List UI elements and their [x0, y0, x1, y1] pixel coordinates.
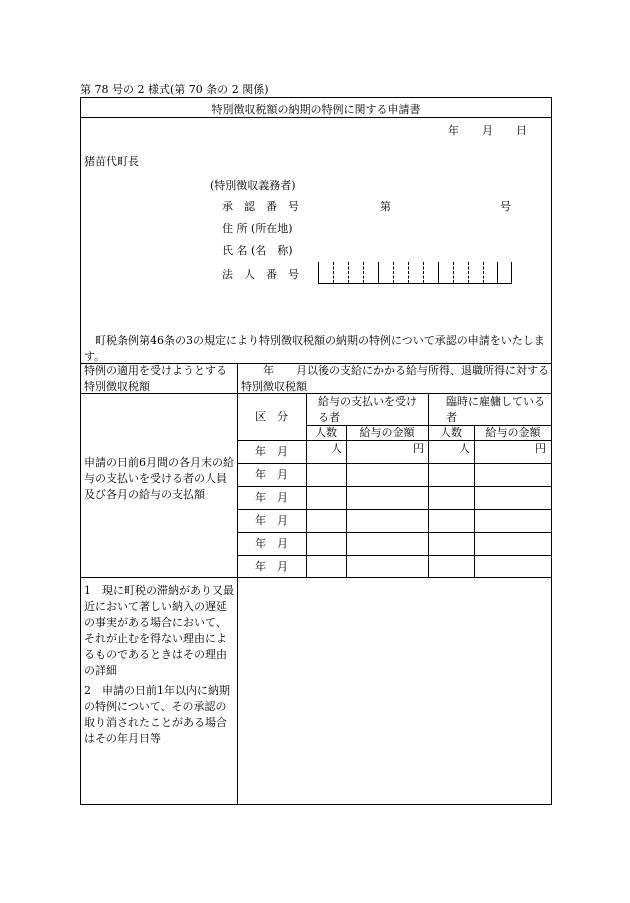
unit-yen-2: 円 [535, 442, 546, 455]
date-month: 月 [482, 124, 493, 137]
approval-go: 号 [500, 200, 511, 213]
col-people-1: 人数 [315, 426, 337, 439]
date-day: 日 [516, 124, 527, 137]
form-title: 特別徴収税額の納期の特例に関する申請書 [211, 103, 421, 116]
col-people-2: 人数 [440, 426, 462, 439]
row2-bottom-line [80, 577, 552, 578]
month-label: 年 月 [255, 445, 288, 458]
kubun-divider [306, 393, 307, 577]
row2-label: 申請の日前6月間の各月末の給与の支払いを受ける者の人員及び各月の給与の支払額 [84, 456, 234, 501]
month-row-line [237, 486, 552, 487]
group1-header: 給与の支払いを受ける者 [318, 395, 417, 424]
applicant-heading: (特別徴収義務者) [210, 179, 296, 192]
kubun-header: 区 分 [255, 410, 288, 423]
form-number: 第 78 号の 2 様式(第 70 条の 2 関係) [80, 83, 269, 96]
addressee: 猪苗代町長 [84, 155, 139, 168]
month-row-line [237, 555, 552, 556]
col-amount-1: 給与の金額 [359, 426, 415, 439]
group-divider [428, 393, 429, 577]
approval-number-label: 承 認 番 号 [222, 200, 299, 213]
month-row-line [237, 463, 552, 464]
month-label: 年 月 [255, 537, 288, 550]
approval-dai: 第 [380, 200, 391, 213]
month-label: 年 月 [255, 514, 288, 527]
row3-item2: 2 申請の日前1年以内に納期の特例について、その承認の取り消されたことがある場合はその年月日等 [84, 684, 230, 745]
header-bottom-line [237, 440, 552, 441]
name-label: 氏 名 (名 称) [222, 244, 293, 257]
label-column-divider [237, 363, 238, 805]
date-year: 年 [448, 124, 459, 137]
row1-content: 年 月以後の支給にかかる給与所得、退職所得に対する特別徴収税額 [241, 364, 549, 393]
title-divider [80, 117, 552, 118]
row3-item1: 1 現に町税の滞納があり又最近において著しい納入の遅延の事実がある場合において、それが止むを得ない理由によるものであるときはその理由の詳細 [84, 584, 234, 677]
unit-yen-1: 円 [413, 442, 424, 455]
row1-label: 特例の適用を受けようとする特別徴収税額 [84, 364, 227, 393]
unit-people-1: 人 [331, 442, 342, 455]
month-label: 年 月 [255, 491, 288, 504]
application-statement: 町税条例第46条の3の規定により特別徴収税額の納期の特例について承認の申請をいたします。 [84, 334, 545, 363]
unit-people-2: 人 [459, 442, 470, 455]
month-row-line [237, 532, 552, 533]
col-amount-2: 給与の金額 [485, 426, 541, 439]
corporate-number-label: 法 人 番 号 [222, 268, 299, 281]
month-label: 年 月 [255, 560, 288, 573]
month-label: 年 月 [255, 468, 288, 481]
group2-header: 臨時に雇傭している者 [446, 395, 545, 424]
address-label: 住 所 (所在地) [222, 222, 293, 235]
month-row-line [237, 509, 552, 510]
